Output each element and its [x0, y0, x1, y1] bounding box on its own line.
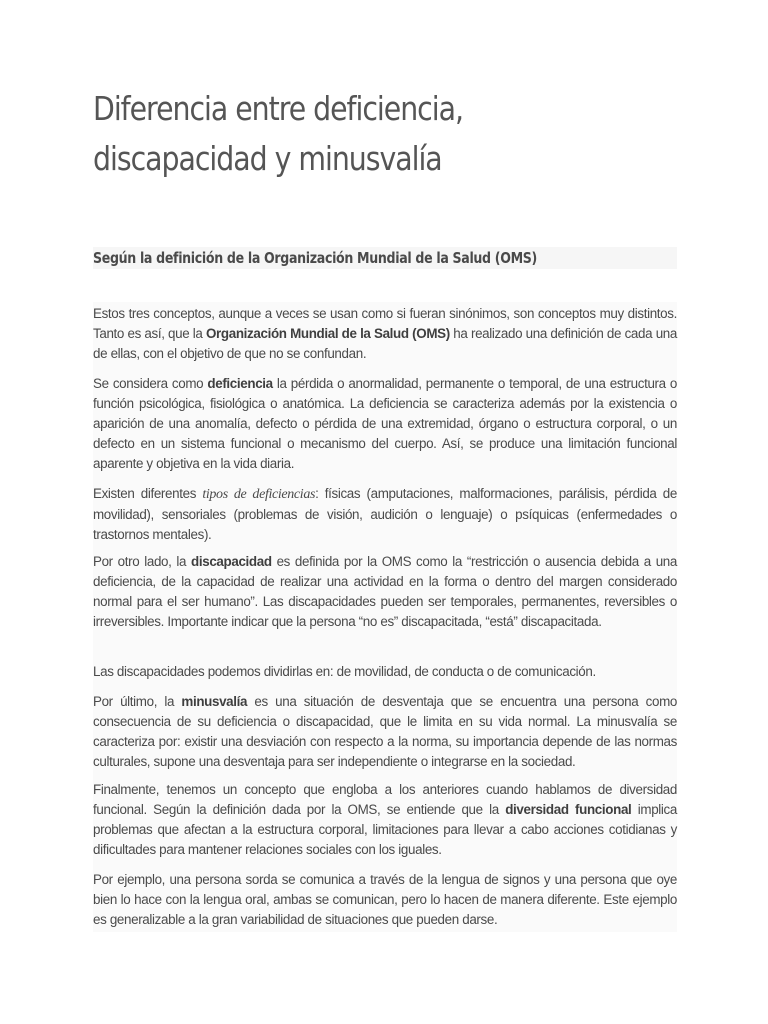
bold-term-diversidad-funcional: diversidad funcional	[505, 802, 632, 817]
paragraph-text: es una situación de desventaja que se encuentra una persona como consecuencia de su deficiencia o discapacidad, que le limita en su vida normal. La minusvalía se caracteriza por: existir una desviación con respecto a la norma, su importancia depende de las normas culturales, supone una desventaja para ser independiente o integrarse en la sociedad.	[93, 694, 677, 769]
paragraph-intro	[93, 304, 677, 364]
page-title	[93, 84, 595, 184]
bold-term-oms: Organización Mundial de la Salud (OMS)	[205, 326, 450, 341]
title-line-2: discapacidad y minusvalía	[93, 139, 442, 178]
paragraph-text: Existen diferentes	[93, 486, 203, 501]
paragraph-minusvalia	[93, 692, 677, 772]
paragraph-text: Por otro lado, la	[93, 554, 192, 569]
paragraph-discapacidad	[93, 552, 677, 632]
paragraph-tipos-deficiencias	[93, 484, 677, 545]
paragraph-text: Se considera como	[93, 376, 208, 391]
paragraph-tipos-discapacidad	[93, 662, 677, 682]
section-subtitle	[93, 247, 677, 269]
paragraph-text: Por último, la	[93, 694, 182, 709]
bold-term-discapacidad: discapacidad	[191, 554, 272, 569]
paragraph-text: Las discapacidades podemos dividirlas en: de movilidad, de conducta o de comunicación.	[93, 664, 596, 679]
bold-term-minusvalia: minusvalía	[181, 694, 248, 709]
subtitle-text: Según la definición de la Organización Mundial de la Salud (OMS)	[93, 249, 537, 267]
paragraph-text: la pérdida o anormalidad, permanente o temporal, de una estructura o función psicológica, fisiológica o anatómica. La deficiencia se caracteriza además por la existencia o aparición de una anomalía, defecto o pérdida de una extremidad, órgano o estructura corporal, o un defecto en un sistema funcional o mecanismo del cuerpo. Así, se produce una limitación funcional aparente y objetiva en la vida diaria.	[93, 376, 678, 471]
paragraph-ejemplo	[93, 870, 677, 930]
paragraph-text: implica problemas que afectan a la estructura corporal, limitaciones para llevar a cabo acciones cotidianas y dificultades para mantener relaciones sociales con los iguales.	[93, 802, 678, 857]
paragraph-text: Finalmente, tenemos un concepto que engloba a los anteriores cuando hablamos de diversidad funcional. Según la definición dada por la OMS, se entiende que la	[93, 782, 677, 817]
paragraph-text: : físicas (amputaciones, malformaciones, parálisis, pérdida de movilidad), sensoriales (problemas de visión, audición o lenguaje) o psíquicas (enfermedades o trastornos mentales).	[93, 486, 677, 542]
italic-term-tipos: tipos de deficiencias	[202, 487, 316, 502]
paragraph-text: Estos tres conceptos, aunque a veces se usan como si fueran sinónimos, son conceptos muy distintos. Tanto es así, que la	[93, 306, 677, 341]
paragraph-deficiencia	[93, 374, 677, 474]
paragraph-diversidad-funcional	[93, 780, 677, 860]
bold-term-deficiencia: deficiencia	[207, 376, 273, 391]
paragraph-text: es definida por la OMS como la “restricción o ausencia debida a una deficiencia, de la capacidad de realizar una actividad en la forma o dentro del margen considerado normal para el ser humano”. Las discapacidades pueden ser temporales, permanentes, reversibles o irreversibles. Importante indicar que la persona “no es” discapacitada, “está” discapacitada.	[93, 554, 677, 629]
title-line-1: Diferencia entre deficiencia,	[93, 89, 463, 128]
paragraph-text: Por ejemplo, una persona sorda se comunica a través de la lengua de signos y una persona que oye bien lo hace con la lengua oral, ambas se comunican, pero lo hacen de manera diferente. Este ejemplo es generalizable a la gran variabilidad de situaciones que pueden darse.	[93, 872, 677, 927]
paragraph-text: ha realizado una definición de cada una de ellas, con el objetivo de que no se confundan.	[93, 326, 677, 361]
